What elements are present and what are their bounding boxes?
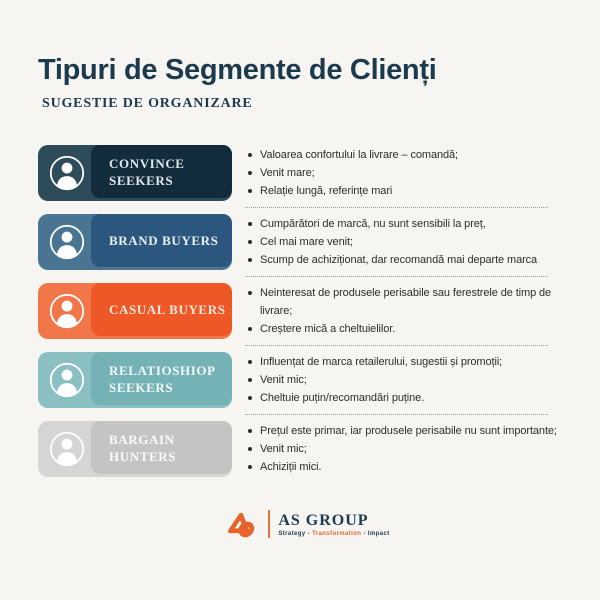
segment-row <box>38 214 562 270</box>
bullet-text: Relație lungă, referințe mari <box>260 185 393 197</box>
bullet-item <box>245 371 562 389</box>
person-icon <box>49 293 85 329</box>
dotted-separator <box>245 414 548 415</box>
bullet-text: Cumpărători de marcă, nu sunt sensibili la preț, <box>260 218 486 230</box>
bullet-item <box>245 251 562 269</box>
segment-badge <box>38 214 232 270</box>
bullet-dot <box>248 291 252 295</box>
bullet-text: Cel mai mare venit; <box>260 236 353 248</box>
tagline-separator: - <box>305 530 313 537</box>
bullet-text: Cheltuie puțin/recomandări puține. <box>260 392 425 404</box>
bullet-dot <box>248 171 252 175</box>
bullet-item <box>245 458 562 476</box>
bullet-item <box>245 233 562 251</box>
segment-label: BARGAIN HUNTERS <box>109 431 177 464</box>
tagline-separator: - <box>361 530 368 537</box>
bullet-text: Achiziții mici. <box>260 461 322 473</box>
bullet-item <box>245 353 562 371</box>
segment-label-panel <box>91 214 232 267</box>
segment-bullet-list <box>245 421 562 477</box>
page-title: Tipuri de Segmente de Clienți <box>38 54 437 86</box>
as-group-logo-icon <box>222 508 260 540</box>
tagline-word-impact: Impact <box>367 530 390 537</box>
bullet-dot <box>248 396 252 400</box>
bullet-dot <box>248 153 252 157</box>
bullet-item <box>245 164 562 182</box>
dotted-separator <box>245 207 548 208</box>
person-icon <box>49 431 85 467</box>
segment-badge <box>38 352 232 408</box>
bullet-item <box>245 389 562 407</box>
bullet-text: Valoarea confortului la livrare – comandă; <box>260 149 458 161</box>
bullet-dot <box>248 447 252 451</box>
brand-tagline <box>278 531 389 537</box>
segment-bullet-list <box>245 283 562 339</box>
segment-bullet-list <box>245 214 562 270</box>
bullet-dot <box>248 360 252 364</box>
bullet-text: Influențat de marca retailerului, sugestii și promoții; <box>260 356 503 368</box>
segment-label: RELATIOSHIOP SEEKERS <box>109 362 215 395</box>
segment-row <box>38 352 562 408</box>
bullet-item <box>245 440 562 458</box>
bullet-dot <box>248 222 252 226</box>
brand-name: AS GROUP <box>278 511 369 529</box>
footer-logo <box>6 508 600 540</box>
bullet-item <box>245 284 562 320</box>
dotted-separator <box>245 276 548 277</box>
bullet-dot <box>248 327 252 331</box>
bullet-text: Creștere mică a cheltuielilor. <box>260 323 396 335</box>
segment-row <box>38 421 562 477</box>
bullet-text: Neinteresat de produsele perisabile sau ferestrele de timp de livrare; <box>260 287 552 317</box>
person-icon <box>49 362 85 398</box>
segment-label-panel <box>91 421 232 474</box>
segment-label: BRAND BUYERS <box>109 233 219 248</box>
segment-label-panel <box>91 145 232 198</box>
dotted-separator <box>245 345 548 346</box>
bullet-text: Scump de achiziționat, dar recomandă mai departe marca <box>260 254 538 266</box>
bullet-dot <box>248 465 252 469</box>
tagline-word-strategy: Strategy <box>278 530 306 537</box>
bullet-item <box>245 146 562 164</box>
segment-bullet-list <box>245 352 562 408</box>
bullet-dot <box>248 378 252 382</box>
logo-divider <box>268 510 270 538</box>
bullet-text: Venit mic; <box>260 374 307 386</box>
bullet-text: Venit mare; <box>260 167 315 179</box>
page-subtitle: SUGESTIE DE ORGANIZARE <box>42 96 253 111</box>
segment-label-panel <box>91 283 232 336</box>
bullet-dot <box>248 258 252 262</box>
person-icon <box>49 224 85 260</box>
segment-badge <box>38 421 232 477</box>
person-icon <box>49 155 85 191</box>
bullet-item <box>245 422 562 440</box>
segment-row <box>38 283 562 339</box>
bullet-dot <box>248 189 252 193</box>
bullet-dot <box>248 240 252 244</box>
segment-row <box>38 145 562 201</box>
segment-label: CASUAL BUYERS <box>109 302 226 317</box>
tagline-word-transformation: Transformation <box>312 530 362 537</box>
bullet-text: Venit mic; <box>260 443 307 455</box>
bullet-item <box>245 320 562 338</box>
bullet-item <box>245 215 562 233</box>
segment-label-panel <box>91 352 232 405</box>
bullet-text: Prețul este primar, iar produsele perisabile nu sunt importante; <box>260 425 557 437</box>
brand-block <box>278 512 389 537</box>
segment-badge <box>38 283 232 339</box>
segment-bullet-list <box>245 145 562 201</box>
bullet-dot <box>248 429 252 433</box>
segment-badge <box>38 145 232 201</box>
segment-label: CONVINCE SEEKERS <box>109 155 185 188</box>
bullet-item <box>245 182 562 200</box>
